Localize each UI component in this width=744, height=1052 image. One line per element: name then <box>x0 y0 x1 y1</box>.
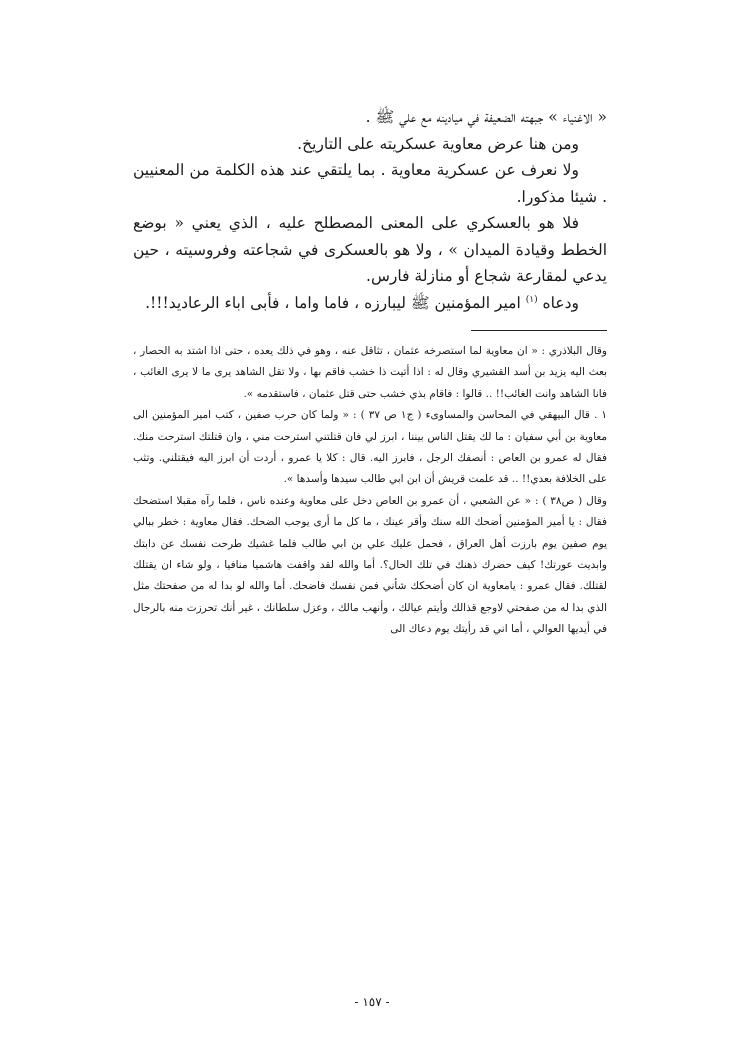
paragraph-3: ولا نعرف عن عسكرية معاوية . بما يلتقي عند هذه الكلمة من المعنيين . شيئا مذكورا. <box>133 161 607 206</box>
footnote-1: ١ . قال البيهقي في المحاسن والمساوىء ( ج١ ص ٣٧ ) : « ولما كان حرب صفين ، كتب امير المؤمنين الى معاوية بن أبي سفيان : ما لك يقتل الناس بيننا ، ابرز لي فان قتلتني استرحت مني ، وان قتلتك استرحت منك. فقال له عمرو بن العاص : أنصفك الرجل ، فابرز اليه. قال : كلا يا عمرو ، أردت أن ابرز اليه فيقتلني. وتثب على الخلافة بعدي!! .. قد علمت قريش أن ابن ابي طالب سيدها وأسدها ». <box>133 409 607 486</box>
paragraph-1: « الاغنياء » جبهته الضعيفة في ميادينه مع علي ﷺ . <box>365 108 607 126</box>
paragraph-5 <box>133 290 607 317</box>
footnote-continued: وقال البلاذري : « ان معاوية لما استصرخه عثمان ، تثاقل عنه ، وهو في ذلك يعده ، حتى اذا اشتد به الحصار ، بعث اليه يزيد بن أسد القشيري وقال له : اذا أتيت ذا خشب فاقم بها ، ولا تقل الشاهد يرى ما لا يرى الغائب ، فانا الشاهد وانت الغائب!! .. قالوا : فاقام بذي خشب حتى قتل عثمان ، فاستقدمه ». <box>133 345 607 400</box>
main-text <box>133 104 607 316</box>
page-number: - ١٥٧ - <box>354 995 390 1009</box>
footnote-separator <box>471 330 607 331</box>
paragraph-2: ومن هنا عرض معاوية عسكريته على التاريخ. <box>297 134 579 153</box>
paragraph-5-start: ودعاه <box>542 293 579 312</box>
footnotes <box>133 341 607 641</box>
footnote-1-continuation: وقال ( ص٣٨ ) : « عن الشعبي ، أن عمرو بن العاص دخل على معاوية وعنده ناس ، فلما رآه مقبلا استضحك فقال : يا أمير المؤمنين أضحك الله سنك وأقر عينك ، ما كل ما أرى يوجب الضحك. فقال معاوية : خطر ببالي يوم صفين يوم بارزت أهل العراق ، فحمل عليك علي بن ابي طالب فلما غشيك طرحت نفسك عن دابتك وابديت عورتك! كيف حضرك ذهنك في تلك الحال؟. أما والله لقد واقفت هاشميا منافيا ، ولو شاء ان يقتلك لقتلك. فقال عمرو : يامعاوية ان كان أضحكك شأني فمن نفسك فاضحك. أما والله لو بدا له من صفحتك مثل الذي بدا له من صفحتي لاوجع قذالك وأيتم عيالك ، وأنهب مالك ، وعزل سلطانك ، غير أنك تحرزت منه بالرجال في أيديها العوالي ، أما اني قد رأيتك يوم دعاك الى <box>133 494 607 636</box>
footnote-reference[interactable]: (١) <box>525 294 538 305</box>
paragraph-5-end: امير المؤمنين ﷺ ليبارزه ، فاما واما ، فأبى اباء الرعاديد!!!. <box>145 293 521 312</box>
paragraph-4: فلا هو بالعسكري على المعنى المصطلح عليه ، الذي يعني « بوضع الخطط وقيادة الميدان » ، ولا هو بالعسكرى في شجاعته وفروسيته ، حين يدعي لمقارعة شجاع أو منازلة فارس. <box>133 214 607 285</box>
